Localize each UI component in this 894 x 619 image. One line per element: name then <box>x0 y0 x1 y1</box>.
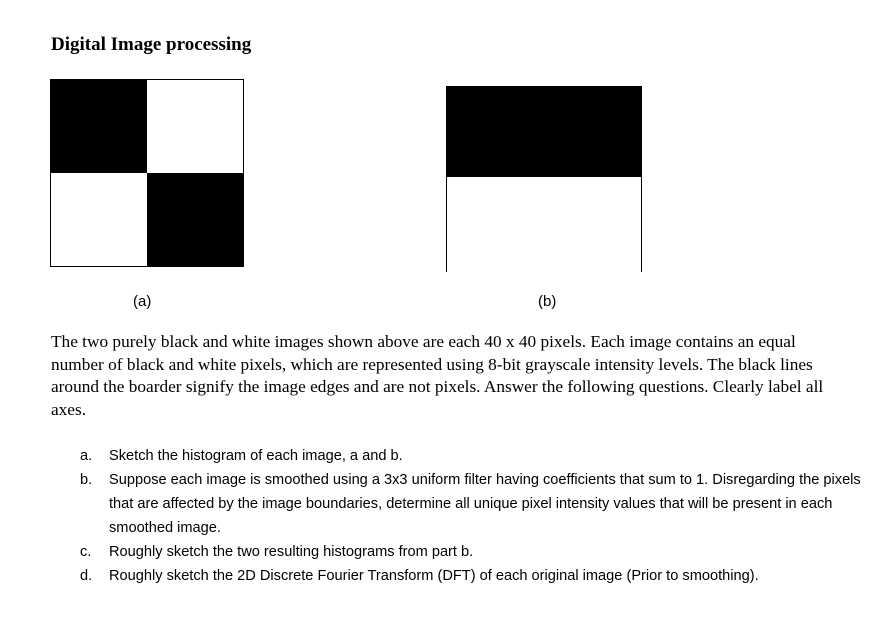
image-a-bottom-left-white <box>51 173 147 266</box>
question-item-b <box>80 468 880 540</box>
image-a-checkerboard <box>50 79 244 267</box>
image-a-top-left-black <box>51 80 147 173</box>
question-marker: c. <box>80 544 92 560</box>
question-text: Suppose each image is smoothed using a 3x3 uniform filter having coefficients that sum to 1. Disregarding the pixels that are affected by the image boundaries, determine all unique pixel intensity values that will be present in each smoothed image. <box>109 472 861 536</box>
question-item-c <box>80 540 880 564</box>
caption-b: (b) <box>538 293 557 310</box>
image-b-bottom-white <box>446 177 642 272</box>
image-a-bottom-right-black <box>147 173 243 266</box>
question-text: Roughly sketch the 2D Discrete Fourier Transform (DFT) of each original image (Prior to smoothing). <box>109 568 759 584</box>
caption-a: (a) <box>133 293 152 310</box>
document-title: Digital Image processing <box>51 34 252 55</box>
question-marker: d. <box>80 568 93 584</box>
question-text: Sketch the histogram of each image, a and b. <box>109 448 403 464</box>
question-marker: b. <box>80 472 93 488</box>
image-b-top-black <box>446 86 642 177</box>
question-item-a <box>80 444 880 468</box>
image-a-top-right-white <box>147 80 243 173</box>
problem-paragraph: The two purely black and white images shown above are each 40 x 40 pixels. Each image contains an equal number of black and white pixels, which are represented using 8-bit grayscale intensity levels. The black lines around the boarder signify the image edges and are not pixels. Answer the following questions. Clearly label all axes. <box>51 332 824 419</box>
image-b-half-split <box>446 86 642 272</box>
question-item-d <box>80 564 880 588</box>
question-list <box>80 444 880 588</box>
question-text: Roughly sketch the two resulting histograms from part b. <box>109 544 474 560</box>
question-marker: a. <box>80 448 93 464</box>
